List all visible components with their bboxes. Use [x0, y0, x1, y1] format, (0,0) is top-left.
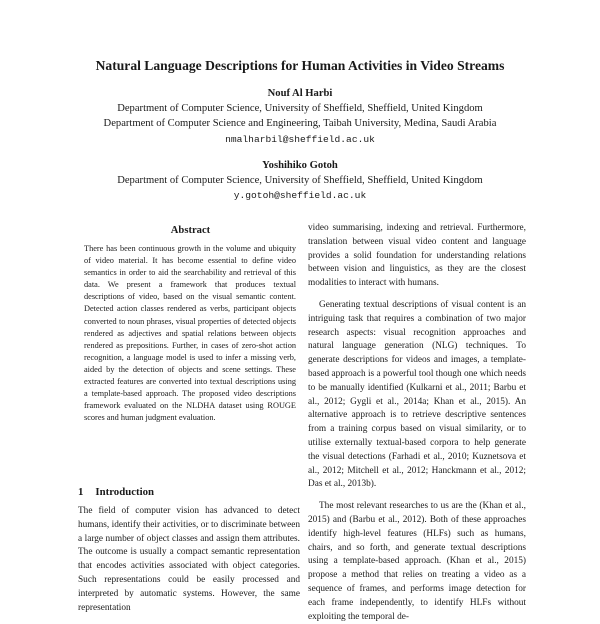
- abstract-heading: Abstract: [170, 225, 211, 236]
- section-heading: [78, 486, 154, 498]
- author-email: y.gotoh@sheffield.ac.uk: [233, 190, 367, 202]
- author-affiliation: Department of Computer Science, University of Sheffield, Sheffield, United Kingdom: [117, 175, 483, 187]
- author-affiliation: Department of Computer Science, University of Sheffield, Sheffield, United Kingdom: [117, 103, 483, 115]
- right-column: [308, 222, 526, 624]
- author-block-2: [0, 158, 600, 204]
- right-paragraph-3: The most relevant researches to us are the (Khan et al., 2015) and (Barbu et al., 2012). Both of these approaches identify high-level features (HLFs) such as humans, chairs, and so forth, and generate textual descriptions using a template-based approach. (Khan et al., 2015) propose a method that relies on treating a video as a sequence of frames, and performs image detection for each frame independently, to identify HLFs without exploiting the temporal de-: [308, 501, 526, 622]
- section-number: 1: [78, 486, 84, 498]
- paper-title: Natural Language Descriptions for Human Activities in Video Streams: [95, 58, 505, 73]
- author-affiliation: Department of Computer Science and Engineering, Taibah University, Medina, Saudi Arabia: [103, 118, 497, 130]
- right-paragraph-2: Generating textual descriptions of visual content is an intriguing task that requires a combination of two major research aspects: visual recognition approaches and natural language generation (NLG) techniques. To generate descriptions for videos and images, a template-based approach is a powerful tool though one which needs to be manually identified (Kulkarni et al., 2011; Barbu et al., 2012; Gygli et al., 2014a; Khan et al., 2015). An alternative approach is to retrieve descriptive sentences from a training corpus based on visual similarity, or to utilise externally textual-based corpora to help generate the visual detections (Farhadi et al., 2010; Kuznetsova et al., 2012; Mitchell et al., 2012; Hanckmann et al., 2012; Das et al., 2013b).: [308, 299, 526, 490]
- intro-paragraph-left: The field of computer vision has advanced to detect humans, identify their activities, or to discriminate between a large number of object classes and assign them attributes. The outcome is usually a compact semantic representation that encodes activities associated with object categories. Such representations could be easily processed and interpreted by automatic systems. However, the same representation: [78, 506, 300, 613]
- right-paragraph-1: video summarising, indexing and retrieval. Furthermore, translation between visual video content and language provides a solid foundation for understanding relations between vision and linguistics, as they are the closest modalities to interact with humans.: [308, 223, 526, 289]
- abstract-text: There has been continuous growth in the volume and ubiquity of video material. It has become essential to define video semantics in order to aid the searchability and retrieval of this data. We present a framework that produces textual descriptions of video, based on the visual semantic content. Detected action classes rendered as verbs, participant objects converted to noun phrases, visual properties of detected objects rendered as adjectives and spatial relations between objects rendered as prepositions. Further, in cases of zero-shot action recognition, a language model is used to infer a missing verb, aided by the detection of objects and scene settings. These extracted features are converted into textual descriptions using a template-based approach. The proposed video descriptions framework evaluated on the NLDHA dataset using ROUGE scores and human judgment evaluation.: [84, 244, 296, 423]
- author-email: nmalharbil@sheffield.ac.uk: [225, 133, 375, 145]
- author-name: Nouf Al Harbi: [267, 88, 333, 99]
- author-name: Yoshihiko Gotoh: [262, 160, 338, 171]
- section-title: Introduction: [95, 486, 155, 498]
- author-block-1: [0, 86, 600, 147]
